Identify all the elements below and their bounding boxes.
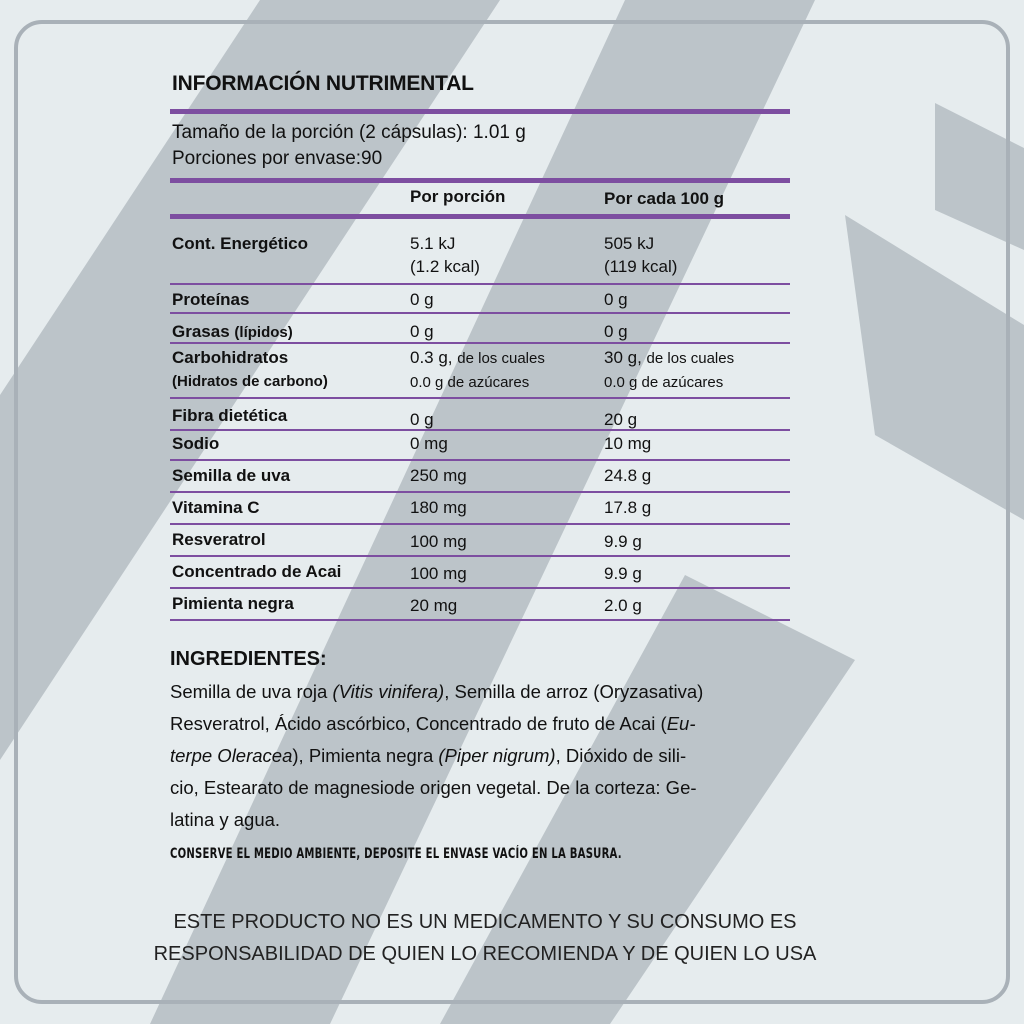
nutrient-name: Concentrado de Acai	[172, 562, 342, 581]
divider	[170, 214, 790, 219]
ingredient-text: Semilla de uva roja	[170, 681, 333, 702]
nutrient-name: Semilla de uva	[172, 466, 291, 485]
value-kcal: (119 kcal)	[604, 257, 678, 276]
value-per-100g: 0 g	[604, 290, 628, 309]
value-per-100g: 9.9 g	[604, 532, 642, 551]
servings-per-container: Porciones por envase:90	[172, 148, 383, 169]
ingredient-text: latina y agua.	[170, 809, 281, 830]
disclaimer-line: RESPONSABILIDAD DE QUIEN LO RECOMIENDA Y DE QUIEN LO USA	[153, 943, 817, 965]
value-per-100g	[604, 232, 677, 278]
ingredient-latin: (Piper nigrum)	[438, 745, 556, 766]
divider	[170, 523, 790, 525]
value-per-100g	[604, 346, 734, 394]
disclaimer	[0, 906, 970, 970]
nutrient-name: Sodio	[172, 434, 220, 453]
col-per-serving: Por porción	[410, 187, 506, 206]
value-per-serving: 0 g	[410, 322, 434, 341]
environment-notice: CONSERVE EL MEDIO AMBIENTE, DEPOSITE EL ENVASE VACÍO EN LA BASURA.	[170, 846, 622, 862]
disclaimer-line: ESTE PRODUCTO NO ES UN MEDICAMENTO Y SU CONSUMO ES	[173, 911, 797, 933]
nutrient-name-note: (lípidos)	[234, 324, 293, 341]
divider	[170, 491, 790, 493]
divider	[170, 342, 790, 344]
nutrient-name: Pimienta negra	[172, 594, 294, 613]
value-sugars: 0.0 g de azúcares	[604, 374, 724, 391]
nutrient-name: Vitamina C	[172, 498, 260, 517]
value-per-100g: 0 g	[604, 322, 628, 341]
value-per-100g: 2.0 g	[604, 596, 642, 615]
value-per-serving: 20 mg	[410, 596, 458, 615]
ingredient-text: , Dióxido de sili-	[555, 745, 687, 766]
value-per-serving: 100 mg	[410, 532, 467, 551]
divider	[170, 587, 790, 589]
nutrient-name-main: Grasas	[172, 322, 230, 341]
ingredient-text: cio, Estearato de magnesiode origen vegetal. De la corteza: Ge-	[170, 777, 697, 798]
value-kcal: (1.2 kcal)	[410, 257, 480, 276]
value-note: de los cuales	[457, 350, 545, 367]
value-main: 30 g,	[604, 348, 642, 367]
ingredient-latin: terpe Oleracea	[170, 745, 293, 766]
value-per-serving: 0 mg	[410, 434, 448, 453]
value-per-serving: 0 g	[410, 290, 434, 309]
divider	[170, 619, 790, 621]
value-per-100g: 9.9 g	[604, 564, 642, 583]
nutrient-name-main: Carbohidratos	[172, 348, 289, 367]
divider	[170, 397, 790, 399]
col-per-100g: Por cada 100 g	[604, 189, 725, 208]
value-per-100g: 24.8 g	[604, 466, 652, 485]
nutrient-name	[172, 346, 328, 393]
value-per-100g: 17.8 g	[604, 498, 652, 517]
divider	[170, 178, 790, 183]
value-per-serving: 250 mg	[410, 466, 467, 485]
value-note: de los cuales	[646, 350, 735, 367]
nutrient-name-note: (Hidratos de carbono)	[172, 373, 328, 390]
value-per-100g: 20 g	[604, 410, 638, 429]
ingredient-text: , Semilla de arroz (Oryzasativa)	[444, 681, 704, 702]
ingredients-title: INGREDIENTES:	[170, 648, 327, 670]
nutrient-name: Proteínas	[172, 290, 250, 309]
value-per-100g: 10 mg	[604, 434, 652, 453]
value-per-serving: 100 mg	[410, 564, 467, 583]
ingredient-text: Resveratrol, Ácido ascórbico, Concentrado de fruto de Acai (	[170, 713, 667, 734]
divider	[170, 429, 790, 431]
ingredient-latin: Eu-	[666, 713, 696, 734]
value-per-serving: 180 mg	[410, 498, 467, 517]
divider	[170, 109, 790, 114]
ingredient-latin: (Vitis vinifera)	[332, 681, 445, 702]
divider	[170, 283, 790, 285]
nutrient-name	[172, 320, 293, 344]
nutrient-name: Resveratrol	[172, 530, 266, 549]
ingredients-text	[170, 676, 810, 836]
ingredient-text: ), Pimienta negra	[292, 745, 439, 766]
value-main: 0.3 g,	[410, 348, 453, 367]
nutrient-name: Cont. Energético	[172, 234, 309, 253]
divider	[170, 459, 790, 461]
divider	[170, 312, 790, 314]
panel-title: INFORMACIÓN NUTRIMENTAL	[172, 72, 474, 95]
value-kj: 505 kJ	[604, 234, 655, 253]
value-per-serving	[410, 346, 545, 394]
nutrient-name: Fibra dietética	[172, 406, 288, 425]
value-per-serving	[410, 232, 480, 278]
value-sugars: 0.0 g de azúcares	[410, 374, 530, 391]
divider	[170, 555, 790, 557]
value-per-serving: 0 g	[410, 410, 434, 429]
value-kj: 5.1 kJ	[410, 234, 456, 253]
serving-size: Tamaño de la porción (2 cápsulas): 1.01 g	[172, 122, 526, 143]
